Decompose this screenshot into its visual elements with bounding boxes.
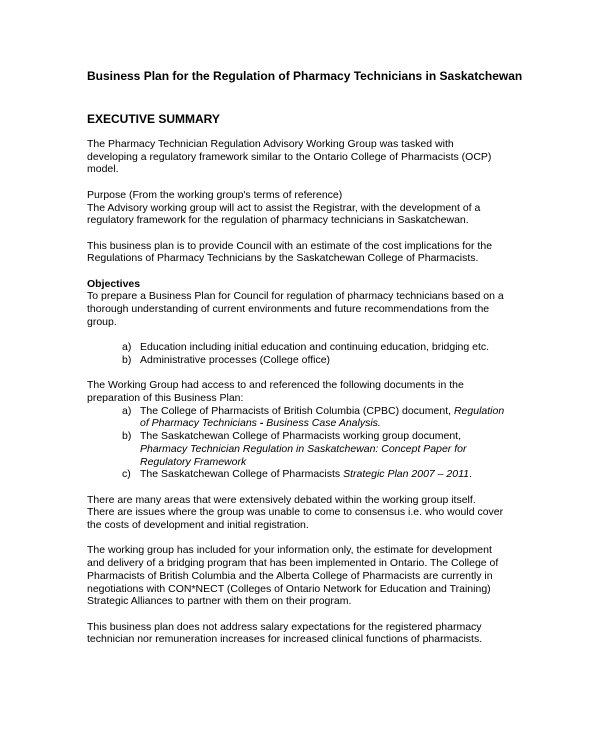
- document-title: Business Plan for the Regulation of Pharmacy Technicians in Saskatchewan: [87, 69, 523, 83]
- text-line: To prepare a Business Plan for Council for regulation of pharmacy technicians based on a: [87, 290, 504, 303]
- text-run-italic: Pharmacy Technician Regulation in Saskatchewan: Concept Paper for: [140, 442, 467, 455]
- list-item-text: [140, 430, 466, 468]
- documents-list: [87, 405, 537, 481]
- text-run: The Saskatchewan College of Pharmacists working group document,: [140, 430, 461, 443]
- list-marker: a): [122, 341, 132, 354]
- text-line: and delivery of a bridging program that has been implemented in Ontario. The College of: [87, 557, 499, 570]
- paragraph-included: [87, 544, 537, 608]
- text-line: Pharmacists of British Columbia and the Alberta College of Pharmacists are currently in: [87, 569, 493, 582]
- list-item: [87, 405, 537, 430]
- objectives-heading: Objectives: [87, 277, 141, 290]
- text-run: The Saskatchewan College of Pharmacists: [140, 468, 344, 481]
- paragraph-purpose: [87, 189, 537, 227]
- list-marker: c): [122, 468, 131, 481]
- text-run: The College of Pharmacists of British Columbia (CPBC) document,: [140, 404, 454, 417]
- list-marker: b): [122, 430, 132, 443]
- text-line: Regulations of Pharmacy Technicians by the Saskatchewan College of Pharmacists.: [87, 252, 479, 265]
- list-item: [87, 354, 537, 367]
- list-item: [87, 430, 537, 468]
- list-item-text: Administrative processes (College office): [140, 353, 331, 366]
- text-line: developing a regulatory framework similar to the Ontario College of Pharmacists (OCP): [87, 150, 492, 163]
- text-run-bold: -: [256, 417, 267, 430]
- document-body: [87, 138, 537, 646]
- list-item-text: Education including initial education and continuing education, bridging etc.: [140, 341, 490, 354]
- text-line: This business plan is to provide Council with an estimate of the cost implications for the: [87, 239, 493, 252]
- text-line: negotiations with CON*NECT (Colleges of Ontario Network for Education and Training): [87, 582, 491, 595]
- paragraph-council: [87, 240, 537, 265]
- text-line: The Pharmacy Technician Regulation Advisory Working Group was tasked with: [87, 138, 454, 150]
- text-line: preparation of this Business Plan:: [87, 391, 244, 404]
- text-line: the costs of development and initial registration.: [87, 519, 309, 531]
- list-item: [87, 468, 537, 481]
- text-line: The Advisory working group will act to assist the Registrar, with the development of a: [87, 201, 481, 214]
- text-line: Strategic Alliances to partner with them on their program.: [87, 595, 352, 608]
- list-marker: b): [122, 353, 132, 366]
- list-item: [87, 341, 537, 354]
- text-line: model.: [87, 163, 119, 176]
- text-line: There are issues where the group was unable to come to consensus i.e. who would cover: [87, 506, 504, 519]
- text-line: regulatory framework for the regulation of pharmacy technicians in Saskatchewan.: [87, 214, 469, 227]
- list-marker: a): [122, 404, 132, 417]
- text-run-italic: Regulation: [453, 404, 505, 417]
- objectives-list: [87, 341, 537, 366]
- paragraph-documents-intro: [87, 379, 537, 404]
- text-line: technician nor remuneration increases for increased clinical functions of pharmacists.: [87, 633, 483, 646]
- paragraph-intro: [87, 138, 537, 176]
- list-item-text: [140, 405, 504, 430]
- text-run-italic: Business Case Analysis.: [266, 417, 381, 430]
- section-heading-executive-summary: EXECUTIVE SUMMARY: [87, 112, 220, 126]
- text-line: There are many areas that were extensively debated within the working group itself.: [87, 493, 476, 506]
- text-run-italic: of Pharmacy Technicians: [140, 417, 257, 430]
- text-line: The working group has included for your information only, the estimate for development: [87, 544, 492, 557]
- paragraph-salary: [87, 621, 537, 646]
- text-line: group.: [87, 315, 117, 328]
- text-line: thorough understanding of current environments and future recommendations from the: [87, 303, 490, 316]
- list-item-text: [140, 468, 472, 481]
- paragraph-debated: [87, 494, 537, 532]
- text-run-italic: Strategic Plan 2007 – 2011: [343, 468, 470, 481]
- text-line: Purpose (From the working group's terms of reference): [87, 188, 343, 201]
- text-line: This business plan does not address salary expectations for the registered pharmacy: [87, 620, 482, 633]
- text-run: .: [469, 468, 472, 481]
- text-line: The Working Group had access to and referenced the following documents in the: [87, 379, 464, 392]
- text-run-italic: Regulatory Framework: [140, 455, 247, 468]
- paragraph-objectives: [87, 278, 537, 329]
